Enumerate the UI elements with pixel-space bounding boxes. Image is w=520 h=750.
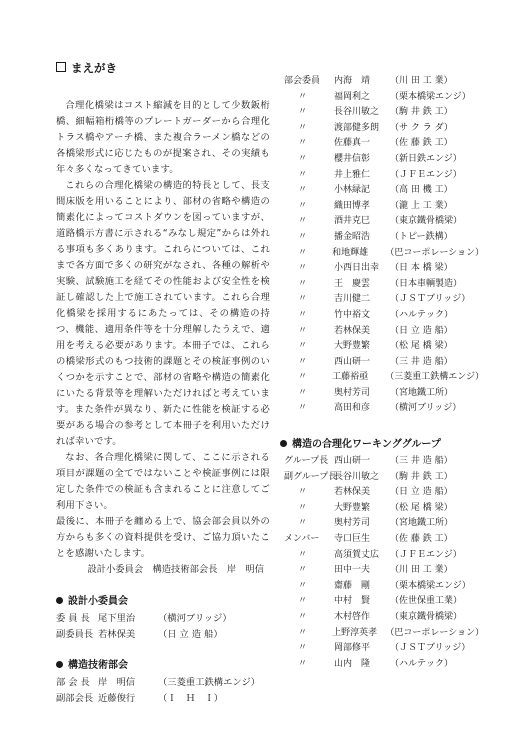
member-org: （佐世保重工業） xyxy=(390,596,463,607)
member-row xyxy=(56,611,270,627)
member-org: （瀧 上 工 業） xyxy=(390,200,453,211)
member-row xyxy=(284,610,484,626)
member-role: 〃 xyxy=(298,247,308,258)
design-committee-title: 設計小委員会 xyxy=(68,596,128,607)
member-name: 吉川健二 xyxy=(334,294,371,305)
member-org: （宮地鐵工所） xyxy=(390,387,454,398)
member-org: （ハルテック） xyxy=(390,658,454,669)
preface-paragraph-2: これらの合理化橋梁の構造的特長として、長支間床版を用いることにより、部材の省略や構造の簡素化によってコストダウンを図っていますが、道路橋示方書に示される“みなし規定”からは外れる事項も多くあります。これらについては、これまで各方面で多くの研究がなされ、各種の解析や実験、試験施工を経てその性能および安全性を検証し確認した上で施工されています。これら合理化橋梁を採用するにあたっては、その構造の持つ、機能、適用条件等を十分理解したうえで、適用を考える必要があります。本冊子では、これらの橋梁形式のもつ技術的課題とその検証事例のいくつかを示すことで、部材の省略や構造の簡素化にいたる背景等を理解いただければと考えています。また条件が異なり、新たに性能を検証する必要がある場合の参考として本冊子を利用いただければ幸いです。 xyxy=(56,180,270,447)
division-member-list xyxy=(284,74,484,417)
member-role: 〃 xyxy=(298,153,308,164)
member-name: 櫻井信彰 xyxy=(334,153,371,164)
member-row xyxy=(284,485,484,501)
member-org: （トピー鉄構） xyxy=(390,231,453,242)
member-org: （三菱重工鉄構エンジ） xyxy=(385,372,484,383)
member-name: 井上雅仁 xyxy=(334,169,371,180)
member-role: グループ長 xyxy=(284,456,329,467)
member-role: 副部会長 xyxy=(56,692,94,704)
member-org: （ハルテック） xyxy=(390,309,454,320)
member-row xyxy=(284,579,484,595)
member-org: （高 田 機 工） xyxy=(390,185,453,196)
member-role: 〃 xyxy=(298,565,308,576)
member-role: 〃 xyxy=(298,169,308,180)
member-row xyxy=(284,199,484,215)
member-name: 大野豊繁 xyxy=(334,341,371,352)
member-name: 奥村芳司 xyxy=(334,518,371,529)
member-role: 〃 xyxy=(298,309,308,320)
member-org: （松 尾 橋 梁） xyxy=(390,502,453,513)
member-org: （三菱重工鉄構エンジ） xyxy=(158,677,261,688)
member-row xyxy=(284,308,484,324)
member-role: 〃 xyxy=(298,325,308,336)
bullet-icon xyxy=(280,440,287,447)
member-org: （佐 藤 鉄 工） xyxy=(390,534,453,545)
member-row xyxy=(284,339,484,355)
preface-paragraph-1: 合理化橋梁はコスト縮減を目的として少数鈑桁橋、細幅箱桁橋等のプレートガーダーから合理化トラス橋やアーチ橋、また複合ラーメン橋などの各橋梁形式に応じたものが提案され、その実績も年々多くなってきています。 xyxy=(56,100,270,175)
member-role: 〃 xyxy=(298,387,308,398)
member-role: 〃 xyxy=(298,643,308,654)
member-row xyxy=(56,627,270,643)
member-name: 若林保美 xyxy=(334,325,371,336)
member-row xyxy=(284,74,484,90)
member-org: （駒 井 鉄 工） xyxy=(390,471,453,482)
member-role: 副グループ長 xyxy=(284,471,338,482)
member-row xyxy=(284,454,484,470)
member-row xyxy=(284,594,484,610)
member-org: （松 尾 橋 梁） xyxy=(390,341,453,352)
member-org: （巴コーポレーション） xyxy=(385,627,484,638)
member-row xyxy=(284,246,484,262)
working-group-member-list xyxy=(284,454,484,672)
member-role: 〃 xyxy=(298,403,308,414)
member-org: （日 立 造 船） xyxy=(158,628,223,640)
preface-paragraph-4: 最後に、本冊子を纏める上で、協会部会員以外の方からも多くの資料提供を受け、ご協力頂いたことを感謝いたします。 xyxy=(56,516,270,559)
member-name: 和地輝雄 xyxy=(332,247,369,258)
working-group-title: 構造の合理化ワーキンググループ xyxy=(292,439,441,451)
member-org: （川 田 工 業） xyxy=(390,565,453,576)
member-org: （サ ク ラ ダ） xyxy=(390,122,453,133)
member-org: （巴コーポレーション） xyxy=(385,247,484,258)
member-org: （日 立 造 船） xyxy=(390,325,453,336)
member-role: 〃 xyxy=(298,231,308,242)
member-org: （新日鉄エンジ） xyxy=(390,153,462,164)
member-name: 寺口巨生 xyxy=(334,534,371,545)
member-row xyxy=(284,90,484,106)
bullet-icon xyxy=(56,661,63,668)
bullet-icon xyxy=(56,597,63,604)
tech-division-heading xyxy=(56,656,270,671)
member-row xyxy=(284,136,484,152)
member-org: （栗本橋梁エンジ） xyxy=(390,580,471,591)
member-row xyxy=(284,355,484,371)
member-org: （横河ブリッジ） xyxy=(158,613,232,624)
member-org: （日本車輌製造） xyxy=(390,278,463,289)
member-row xyxy=(284,292,484,308)
preface-paragraph-3: なお、各合理化橋梁に関して、ここに示される項目が課題の全てではないことや検証事例には限定した条件での検証も含まれることに注意してご利用下さい。 xyxy=(56,452,270,511)
signature: 設計小委員会 構造技術部会長 岸 明信 xyxy=(87,564,264,575)
member-row xyxy=(284,401,484,417)
member-role: 〃 xyxy=(298,341,308,352)
member-org: （栗本橋梁エンジ） xyxy=(390,91,471,102)
member-role: 〃 xyxy=(298,502,308,513)
design-committee-heading xyxy=(56,592,270,607)
member-name: 長谷川敏之 xyxy=(334,471,380,482)
member-name: 王 慶雲 xyxy=(334,278,371,289)
member-role: 〃 xyxy=(298,294,308,305)
member-role: 〃 xyxy=(298,138,308,149)
member-role: 〃 xyxy=(298,91,308,102)
tech-division-title: 構造技術部会 xyxy=(68,660,128,671)
member-name: 若林保美 xyxy=(98,628,136,640)
member-role: 〃 xyxy=(298,549,308,560)
member-role: 〃 xyxy=(298,185,308,196)
member-row xyxy=(284,548,484,564)
member-row xyxy=(284,626,484,642)
member-org: （東京鐵骨橋梁） xyxy=(390,612,463,622)
member-row xyxy=(284,516,484,532)
member-row xyxy=(284,168,484,184)
member-org: （日 本 橋 梁） xyxy=(390,263,453,274)
member-name: 中村 賢 xyxy=(334,596,371,607)
member-name: 尾下里治 xyxy=(98,613,136,624)
right-column xyxy=(284,74,484,672)
member-name: 織田博孝 xyxy=(334,200,371,211)
member-role: メンバー xyxy=(284,534,320,545)
member-row xyxy=(284,532,484,548)
member-name: 若林保美 xyxy=(334,487,371,498)
member-role: 〃 xyxy=(298,356,308,367)
member-org: （三 井 造 船） xyxy=(390,356,453,367)
member-row xyxy=(284,214,484,230)
member-row xyxy=(284,470,484,486)
member-row xyxy=(284,501,484,517)
member-role: 〃 xyxy=(298,487,308,498)
member-org: （日 立 造 船） xyxy=(390,487,453,498)
member-org: （三 井 造 船） xyxy=(390,456,453,467)
member-name: 上野淳英孝 xyxy=(332,627,378,638)
member-name: 内海 靖 xyxy=(334,76,371,86)
member-name: 高田和彦 xyxy=(334,403,371,414)
member-role: 〃 xyxy=(298,107,308,118)
member-name: 佐藤真一 xyxy=(334,138,371,149)
member-org: （宮地鐵工所） xyxy=(390,518,454,529)
member-role: 〃 xyxy=(298,658,308,669)
member-role: 〃 xyxy=(298,263,308,274)
member-name: 木村啓作 xyxy=(334,612,371,622)
member-name: 播金昭浩 xyxy=(334,231,371,242)
member-name: 工藤裕亟 xyxy=(332,372,369,383)
preface-heading-text: まえがき xyxy=(71,61,117,75)
member-name: 齋藤 剛 xyxy=(334,580,371,591)
member-row xyxy=(56,691,270,707)
member-org: （川 田 工 業） xyxy=(390,76,453,86)
member-role: 〃 xyxy=(298,518,308,529)
member-org: （ＪＳＴブリッジ） xyxy=(390,294,471,305)
member-role: 〃 xyxy=(298,596,308,607)
member-name: 西山研一 xyxy=(334,356,371,367)
member-name: 大野豊繁 xyxy=(334,502,371,513)
member-role: 副委員長 xyxy=(56,628,94,640)
member-org: （Ｉ Ｈ Ｉ） xyxy=(158,692,224,704)
member-row xyxy=(284,105,484,121)
member-role: 〃 xyxy=(298,278,308,289)
member-row xyxy=(284,641,484,657)
member-row xyxy=(56,675,270,691)
member-role: 〃 xyxy=(298,627,308,638)
member-row xyxy=(284,261,484,277)
square-icon xyxy=(56,62,66,72)
member-role: 〃 xyxy=(298,372,308,383)
member-name: 奥村芳司 xyxy=(334,387,371,398)
member-role: 〃 xyxy=(298,122,308,133)
member-name: 小西日出幸 xyxy=(334,263,380,274)
member-row xyxy=(284,324,484,340)
member-name: 山内 隆 xyxy=(334,658,371,669)
working-group-heading xyxy=(280,435,484,450)
member-row xyxy=(284,152,484,168)
member-row xyxy=(284,657,484,673)
member-name: 田中一夫 xyxy=(334,565,371,576)
member-row xyxy=(284,230,484,246)
member-role: 部 会 長 xyxy=(56,677,90,688)
left-column xyxy=(56,60,270,706)
member-name: 近藤俊行 xyxy=(98,692,136,704)
member-name: 岸 明信 xyxy=(98,677,136,688)
member-role: 委 員 長 xyxy=(56,613,90,624)
member-row xyxy=(284,183,484,199)
member-org: （横河ブリッジ） xyxy=(390,403,462,414)
member-name: 酒井克巳 xyxy=(334,216,371,227)
member-row xyxy=(284,386,484,402)
member-org: （駒 井 鉄 工） xyxy=(390,107,453,118)
member-name: 小林緑記 xyxy=(334,185,371,196)
member-role: 部会委員 xyxy=(284,76,321,86)
member-name: 高須賀丈広 xyxy=(334,549,380,560)
member-name: 渡部健多朗 xyxy=(334,122,380,133)
preface-heading xyxy=(56,60,270,76)
member-row xyxy=(284,370,484,386)
member-row xyxy=(284,277,484,293)
member-row xyxy=(284,121,484,137)
member-name: 長谷川敏之 xyxy=(334,107,380,118)
member-role: 〃 xyxy=(298,580,308,591)
member-org: （佐 藤 鉄 工） xyxy=(390,138,453,149)
member-org: （ＪＦＥエンジ） xyxy=(390,169,462,180)
member-role: 〃 xyxy=(298,200,308,211)
member-row xyxy=(284,563,484,579)
member-org: （ＪＳＴブリッジ） xyxy=(390,643,471,654)
member-name: 竹中裕文 xyxy=(334,309,371,320)
member-name: 福岡利之 xyxy=(334,91,371,102)
member-org: （ＪＦＥエンジ） xyxy=(390,549,462,560)
member-name: 西山研一 xyxy=(334,456,371,467)
member-role: 〃 xyxy=(298,216,308,227)
member-name: 岡部修平 xyxy=(334,643,371,654)
member-role: 〃 xyxy=(298,612,308,622)
member-org: （東京鐵骨橋梁） xyxy=(390,216,463,227)
